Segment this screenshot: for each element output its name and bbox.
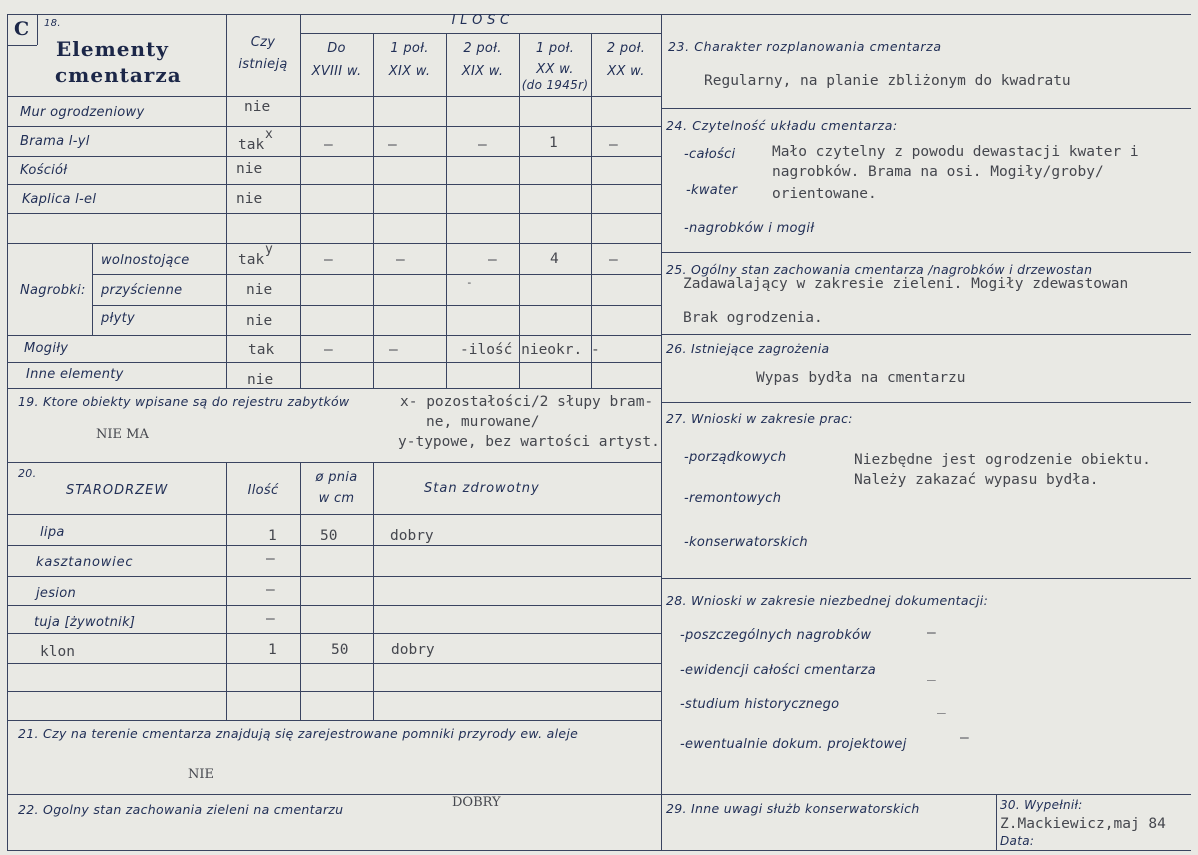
tree-h-0: [7, 514, 661, 515]
q29-label: 29. Inne uwagi służb konserwatorskich: [666, 801, 920, 816]
q24-answer-3: orientowane.: [772, 186, 877, 202]
tree-stan-lipa: dobry: [390, 528, 434, 544]
bottom-border: [7, 850, 1191, 851]
r-h-29: [661, 794, 1191, 795]
row-label-brama: Brama l-yl: [20, 134, 90, 149]
tree-col-ilosc: Ilość: [247, 483, 279, 498]
tree-pien-klon: 50: [331, 642, 349, 658]
q22-answer: DOBRY: [452, 795, 501, 810]
col-1p20-l2: XX w.: [536, 62, 574, 77]
tree-name-klon: klon: [40, 644, 75, 660]
row-brama-v4: 1: [549, 135, 558, 151]
row-label-mogily: Mogiły: [24, 341, 69, 356]
row-mogily-typed: -ilość nieokr. -: [460, 342, 600, 358]
row-label-mur: Mur ogrodzeniowy: [20, 105, 145, 120]
q30-label: 30. Wypełnił:: [1000, 798, 1083, 812]
q27-label: 27. Wnioski w zakresie prac:: [666, 411, 853, 426]
row-czy-mogily: tak: [248, 342, 275, 358]
tree-stan-klon: dobry: [391, 642, 435, 658]
tree-ilosc-kasztanowiec: –: [266, 551, 275, 567]
note-y: y-typowe, bez wartości artyst.: [398, 434, 660, 450]
q27-konserwatorskich: -konserwatorskich: [684, 535, 808, 550]
row-czy-wolnostojace: tak: [238, 252, 265, 268]
col-1p19-l2: XIX w.: [388, 64, 431, 79]
grid-h-r3: [7, 184, 661, 185]
starodrzew-header: STARODRZEW: [66, 483, 169, 498]
q28-item-2: -ewidencji całości cmentarza: [680, 663, 877, 678]
col-1p20-l3: (do 1945r): [521, 78, 589, 92]
row-wolno-v2: –: [396, 252, 405, 268]
row-czy-plyty: nie: [246, 313, 273, 329]
tree-v-3: [373, 462, 374, 720]
q21-answer: NIE: [188, 767, 214, 782]
grid-h-r4: [7, 213, 661, 214]
q24-label: 24. Czytelność układu cmentarza:: [666, 118, 898, 133]
box-c-right: [37, 14, 38, 45]
row-czy-kosciol: nie: [236, 161, 263, 177]
q28-item-4: -ewentualnie dokum. projektowej: [680, 737, 907, 752]
col-2p19-l2: XIX w.: [461, 64, 504, 79]
ilosc-header: I L O S C: [451, 13, 510, 28]
q25-answer-2: Brak ogrodzenia.: [683, 310, 823, 326]
tree-h-6: [7, 691, 661, 692]
left-border: [7, 14, 8, 850]
q27-answer-2: Należy zakazać wypasu bydła.: [854, 472, 1099, 488]
row-wolno-v1: –: [324, 252, 333, 268]
r-h-26: [661, 334, 1191, 335]
q25-label: 25. Ogólny stan zachowania cmentarza /nagrobków i drzewostan: [666, 262, 1093, 277]
q22-label: 22. Ogolny stan zachowania zieleni na cmentarzu: [18, 802, 344, 817]
row-brama-v2: –: [388, 137, 397, 153]
r-h-24: [661, 108, 1191, 109]
q27-porzadkowych: -porządkowych: [684, 450, 787, 465]
row-mogily-v1: –: [324, 342, 333, 358]
q28-dash-4: –: [960, 730, 969, 746]
col-2p20-l1: 2 poł.: [606, 41, 646, 56]
q24-calosci: -całości: [684, 147, 736, 162]
title-line1: Elementy: [56, 37, 169, 61]
row-przysc-v3: -: [466, 276, 473, 289]
grid-h-ilosc: [300, 33, 661, 34]
r-h-25: [661, 252, 1191, 253]
tree-ilosc-tuja: –: [266, 611, 275, 627]
col-czy-l1: Czy: [250, 35, 276, 50]
nagrobki-label: Nagrobki:: [20, 283, 86, 298]
q19-answer: NIE MA: [96, 427, 149, 442]
q19-label: 19. Ktore obiekty wpisane są do rejestru zabytków: [18, 394, 350, 409]
q28-item-1: -poszczególnych nagrobków: [680, 628, 872, 643]
col-do-l1: Do: [327, 41, 346, 56]
tree-name-tuja: tuja [żywotnik]: [34, 615, 136, 630]
q27-remontowych: -remontowych: [684, 491, 782, 506]
q28-dash-2: _: [927, 665, 936, 681]
q23-label: 23. Charakter rozplanowania cmentarza: [668, 39, 942, 54]
row-label-kaplica: Kaplica l-el: [22, 192, 97, 207]
row-label-kosciol: Kościół: [20, 163, 68, 178]
q20-top: [7, 462, 661, 463]
tree-h-2: [7, 576, 661, 577]
q28-dash-3: _: [937, 698, 946, 714]
tree-ilosc-klon: 1: [268, 642, 277, 658]
tree-col-pnia-l2: w cm: [318, 491, 355, 506]
r-v-30: [996, 794, 997, 850]
note-x-line1: x- pozostałości/2 słupy bram-: [400, 394, 654, 410]
grid-h-r6: [92, 274, 661, 275]
row-sup-wolnostojace: y: [265, 242, 273, 257]
grid-h-r5: [7, 243, 661, 244]
row-brama-v1: –: [324, 137, 333, 153]
tree-h-1: [7, 545, 661, 546]
row-czy-przyscienne: nie: [246, 282, 273, 298]
row-label-plyty: płyty: [101, 311, 135, 326]
row-mogily-v2: –: [389, 342, 398, 358]
tree-ilosc-lipa: 1: [268, 528, 277, 544]
row-wolno-v5: –: [609, 252, 618, 268]
tree-pien-lipa: 50: [320, 528, 338, 544]
tree-h-4: [7, 633, 661, 634]
q22-top: [7, 794, 661, 795]
row-wolno-v4: 4: [550, 251, 559, 267]
q24-answer-2: nagrobków. Brama na osi. Mogiły/groby/: [772, 164, 1104, 180]
grid-h-r8: [7, 335, 661, 336]
q20-number: 20.: [18, 467, 37, 480]
col-do-l2: XVIII w.: [311, 64, 362, 79]
center-divider: [661, 14, 662, 850]
q21-label: 21. Czy na terenie cmentarza znajdują się zarejestrowane pomniki przyrody ew. aleje: [18, 726, 579, 741]
row-czy-kaplica: nie: [236, 191, 263, 207]
grid-h-r1: [7, 126, 661, 127]
r-h-28: [661, 578, 1191, 579]
row-wolno-v3: –: [488, 252, 497, 268]
col-2p19-l1: 2 poł.: [463, 41, 502, 56]
col-czy-l2: istnieją: [238, 57, 288, 72]
grid-h-header: [7, 96, 661, 97]
row-czy-brama: tak: [238, 137, 265, 153]
q30-name: Z.Mackiewicz,maj 84: [1000, 816, 1166, 832]
row-czy-inne: nie: [247, 372, 274, 388]
row-czy-mur: nie: [244, 99, 271, 115]
q23-answer: Regularny, na planie zbliżonym do kwadratu: [704, 73, 1071, 89]
tree-name-kasztanowiec: kasztanowiec: [36, 555, 134, 570]
q24-answer-1: Mało czytelny z powodu dewastacji kwater i: [772, 144, 1139, 160]
grid-h-end: [7, 388, 661, 389]
row-brama-v5: –: [609, 137, 618, 153]
tree-v-1: [226, 462, 227, 720]
grid-h-r7: [92, 305, 661, 306]
tree-ilosc-jesion: –: [266, 582, 275, 598]
row-sup-brama: x: [265, 127, 273, 142]
row-label-inne: Inne elementy: [26, 367, 124, 382]
q28-item-3: -studium historycznego: [680, 697, 840, 712]
q26-answer: Wypas bydła na cmentarzu: [756, 370, 966, 386]
q25-answer-1: Zadawalający w zakresie zieleni. Mogiły zdewastowan: [683, 276, 1129, 292]
q28-dash-1: –: [927, 625, 936, 641]
tree-h-5: [7, 663, 661, 664]
box-c-letter: C: [14, 18, 31, 40]
q30-data: Data:: [1000, 834, 1035, 848]
col-1p20-l1: 1 poł.: [535, 41, 575, 56]
tree-col-stan: Stan zdrowotny: [424, 481, 540, 496]
note-x-line2: ne, murowane/: [426, 414, 540, 430]
tree-h-7: [7, 720, 661, 721]
q26-label: 26. Istniejące zagrożenia: [666, 341, 830, 356]
tree-h-3: [7, 605, 661, 606]
tree-col-pnia-l1: ø pnia: [315, 470, 358, 485]
col-1p19-l1: 1 poł.: [390, 41, 429, 56]
q24-kwater: -kwater: [686, 183, 738, 198]
r-h-27: [661, 402, 1191, 403]
q24-nagrobkow: -nagrobków i mogił: [684, 221, 815, 236]
tree-name-jesion: jesion: [36, 586, 76, 601]
row-label-przyscienne: przyścienne: [101, 283, 183, 298]
grid-h-r9: [7, 362, 661, 363]
q27-answer-1: Niezbędne jest ogrodzenie obiektu.: [854, 452, 1151, 468]
row-label-wolnostojace: wolnostojące: [101, 253, 190, 268]
tree-name-lipa: lipa: [40, 525, 65, 540]
box-c-number: 18.: [44, 18, 61, 29]
grid-v-nagrobki: [92, 243, 93, 335]
col-2p20-l2: XX w.: [607, 64, 645, 79]
box-c-bottom: [7, 45, 37, 46]
grid-h-r2: [7, 156, 661, 157]
title-line2: cmentarza: [55, 63, 182, 87]
row-brama-v3: –: [478, 137, 487, 153]
q28-label: 28. Wnioski w zakresie niezbednej dokumentacji:: [666, 593, 989, 608]
